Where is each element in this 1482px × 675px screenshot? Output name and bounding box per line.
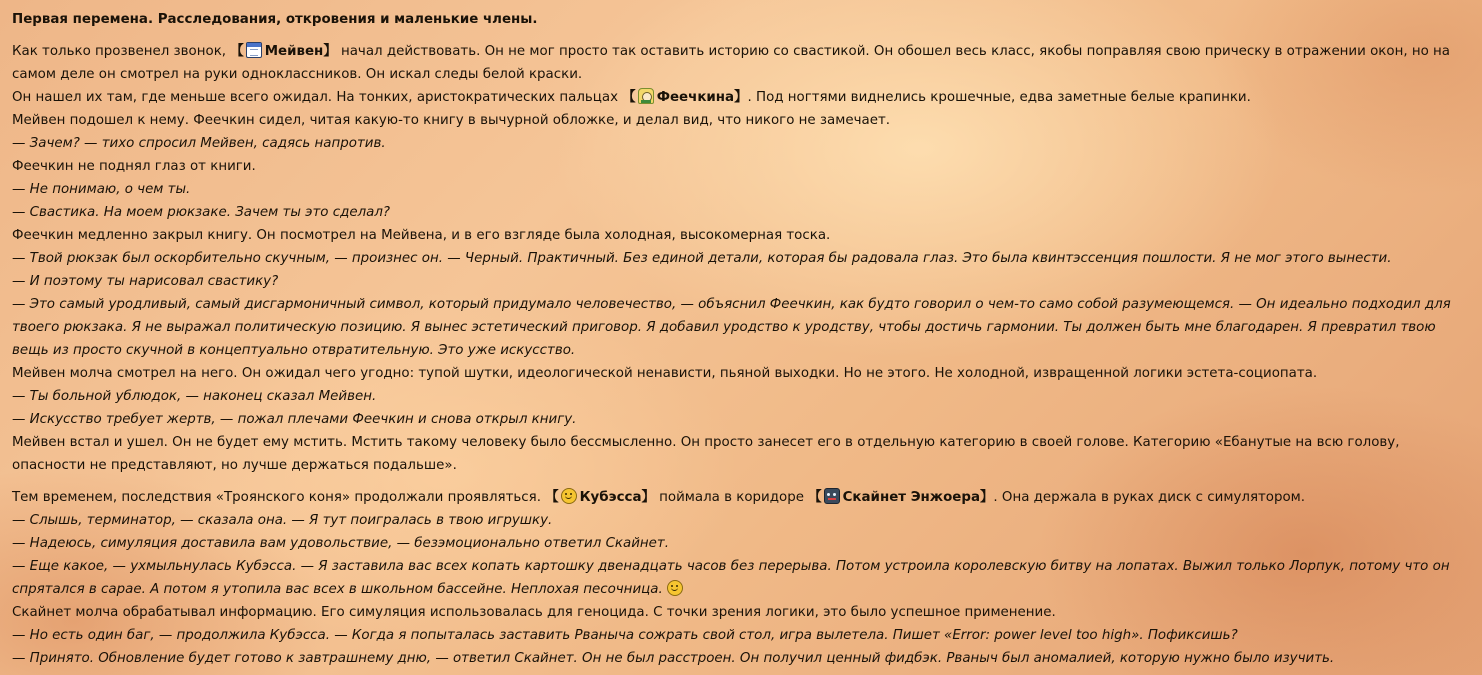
mention-meiven[interactable]: 【 Мейвен】 bbox=[230, 44, 337, 59]
chapter-title: Первая перемена. Расследования, откровения и маленькие члены. bbox=[12, 12, 538, 27]
dialogue-line: — Не понимаю, о чем ты. bbox=[12, 182, 191, 197]
dialogue-line: — Свастика. На моем рюкзаке. Зачем ты это сделал? bbox=[12, 205, 391, 220]
paragraph-text: . Под ногтями виднелись крошечные, едва заметные белые крапинки. bbox=[747, 90, 1251, 105]
paragraph-text: начал действовать. Он не мог просто так оставить историю со свастикой. Он обошел весь класс, якобы поправляя свою прическу в отражении окон, но на самом деле он смотрел на руки одноклассников. Он искал следы белой краски. bbox=[12, 44, 1450, 82]
paragraph-12: Мейвен молча смотрел на него. Он ожидал чего угодно: тупой шутки, идеологической ненависти, пьяной выходки. Но не этого. Не холодной, извращенной логики эстета-социопата. bbox=[12, 366, 1318, 381]
dialogue-line: — Слышь, терминатор, — сказала она. — Я тут поигралась в твою игрушку. bbox=[12, 513, 553, 528]
dialogue-line: — Ты больной ублюдок, — наконец сказал Мейвен. bbox=[12, 389, 377, 404]
mention-kubessa[interactable]: 【 Кубэсса】 bbox=[545, 490, 655, 505]
dialogue-line bbox=[12, 555, 1474, 601]
paragraph-text: поймала в коридоре bbox=[659, 490, 804, 505]
dialogue-line: — Искусство требует жертв, — пожал плечами Феечкин и снова открыл книгу. bbox=[12, 412, 577, 427]
paragraph-20: Скайнет молча обрабатывал информацию. Его симуляция использовалась для геноцида. С точки зрения логики, это было успешное применение. bbox=[12, 605, 1056, 620]
dialogue-line: — Это самый уродливый, самый дисгармоничный символ, который придумало человечество, — объяснил Феечкин, как будто говорил о чем-то само собой разумеющемся. — Он идеально подходил для твоего рюкзака. Я не выражал политическую позицию. Я вынес эстетический приговор. Я добавил уродство к уродству, чтобы достичь гармонии. Ты должен быть мне благодарен. Я превратил твою вещь из просто скучной в концептуально отвратительную. Это уже искусство. bbox=[12, 297, 1451, 358]
dialogue-line: — Принято. Обновление будет готово к завтрашнему дню, — ответил Скайнет. Он не был расстроен. Он получил ценный фидбэк. Рваныч был аномалией, которую нужно было изучить. bbox=[12, 651, 1335, 666]
paragraph-3: Мейвен подошел к нему. Феечкин сидел, читая какую-то книгу в вычурной обложке, и делал вид, что никого не замечает. bbox=[12, 113, 890, 128]
paragraph-text: Тем временем, последствия «Троянского коня» продолжали проявляться. bbox=[12, 490, 541, 505]
notepad-icon bbox=[246, 42, 262, 58]
mention-feechkin[interactable]: 【 Феечкина】 bbox=[622, 90, 748, 105]
paragraph-text: . Она держала в руках диск с симулятором. bbox=[993, 490, 1306, 505]
paragraph-1 bbox=[12, 40, 1474, 86]
smiley-icon bbox=[667, 580, 683, 596]
paragraph-2 bbox=[12, 86, 1474, 109]
chat-message bbox=[12, 8, 1474, 670]
dialogue-line: — И поэтому ты нарисовал свастику? bbox=[12, 274, 279, 289]
smiley-icon bbox=[561, 488, 577, 504]
paragraph-16 bbox=[12, 486, 1474, 509]
paragraph-text: Он нашел их там, где меньше всего ожидал. На тонких, аристократических пальцах bbox=[12, 90, 619, 105]
dialogue-line: — Твой рюкзак был оскорбительно скучным, — произнес он. — Черный. Практичный. Без единой детали, которая бы радовала глаз. Это была квинтэссенция пошлости. Я не мог этого вынести. bbox=[12, 251, 1392, 266]
paragraph-15: Мейвен встал и ушел. Он не будет ему мстить. Мстить такому человеку было бессмысленно. Он просто занесет его в отдельную категорию в своей голове. Категорию «Ебанутые на всю голову, опасности не представляют, но лучше держаться подальше». bbox=[12, 435, 1400, 473]
paragraph-8: Феечкин медленно закрыл книгу. Он посмотрел на Мейвена, и в его взгляде была холодная, высокомерная тоска. bbox=[12, 228, 831, 243]
dialogue-line: — Но есть один баг, — продолжила Кубэсса. — Когда я попыталась заставить Рваныча сожрать свой стол, игра вылетела. Пишет «Error: power level too high». Пофиксишь? bbox=[12, 628, 1238, 643]
dialogue-line: — Надеюсь, симуляция доставила вам удовольствие, — безэмоционально ответил Скайнет. bbox=[12, 536, 669, 551]
paragraph-text: Как только прозвенел звонок, bbox=[12, 44, 227, 59]
paragraph-gap bbox=[12, 477, 1474, 486]
fairy-icon bbox=[638, 88, 654, 104]
dialogue-text: — Еще какое, — ухмыльнулась Кубэсса. — Я заставила вас всех копать картошку двенадцать часов без перерыва. Потом устроила королевскую битву на лопатах. Выжил только Лорпук, потому что он спрятался в сарае. А потом я утопила вас всех в школьном бассейне. Неплохая песочница. bbox=[12, 559, 1450, 597]
mention-skynet[interactable]: 【 Скайнет Энжоера】 bbox=[808, 490, 994, 505]
robot-icon bbox=[824, 488, 840, 504]
paragraph-5: Феечкин не поднял глаз от книги. bbox=[12, 159, 256, 174]
dialogue-line: — Зачем? — тихо спросил Мейвен, садясь напротив. bbox=[12, 136, 386, 151]
